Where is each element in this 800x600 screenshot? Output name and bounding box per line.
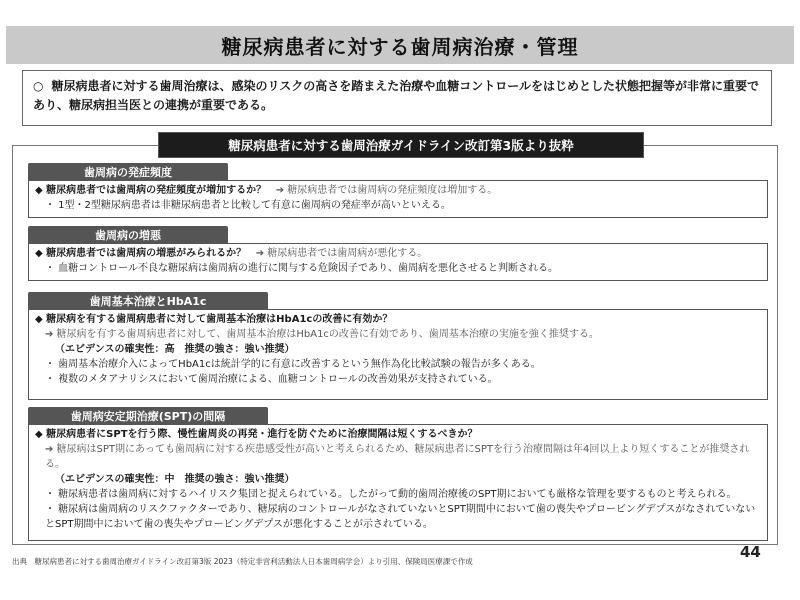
section-3-answer: ➔ 糖尿病を有する歯周病患者に対して、歯周基本治療はHbA1cの改善に有効であり、歯周基本治療の実施を強く推奨する。 xyxy=(45,329,599,340)
section-4-answer: ➔ 糖尿病はSPT期にあっても歯周病に対する疾患感受性が高いと考えられるため、糖尿病患者にSPTを行う治療間隔は年4回以上より短くすることが推奨される。 xyxy=(45,444,750,470)
section-1-answer: ➔ 糖尿病患者では歯周病の発症頻度は増加する。 xyxy=(275,185,498,196)
summary-bullet: ○ xyxy=(33,79,44,93)
section-2-bullet-1: ・ 血糖コントロール不良な糖尿病は歯周病の進行に関与する危険因子であり、歯周病を悪化させると判断される。 xyxy=(45,263,558,274)
section-3-bullet-1: ・ 歯周基本治療介入によってHbA1cは統計学的に有意に改善するという無作為化比較試験の報告が多くある。 xyxy=(45,359,541,370)
slide-title: 糖尿病患者に対する歯周病治療・管理 xyxy=(221,34,579,59)
section-3-box xyxy=(28,309,768,400)
section-1-question: ◆ 糖尿病患者では歯周病の発症頻度が増加するか？ xyxy=(35,185,267,196)
section-2-question: ◆ 糖尿病患者では歯周病の増悪がみられるか？ xyxy=(35,248,247,259)
page-number: 44 xyxy=(740,543,761,561)
section-1-box xyxy=(28,180,768,218)
section-1-heading: 歯周病の発症頻度 xyxy=(28,163,228,181)
guideline-header: 糖尿病患者に対する歯周治療ガイドライン改訂第3版より抜粋 xyxy=(158,132,644,158)
section-4-bullet-2: ・ 糖尿病は歯周病のリスクファクターであり、糖尿病のコントロールがなされていないとSPT期間中において歯の喪失やプロービングデプスがなされていないとSPT期間中において歯の喪失やプロービングデプスが悪化することが示されている。 xyxy=(45,504,756,530)
summary-box xyxy=(22,70,772,126)
section-3-evidence: （エビデンスの確実性：高 推奨の強さ：強い推奨） xyxy=(55,344,295,355)
summary-text: 糖尿病患者に対する歯周治療は、感染のリスクの高さを踏まえた治療や血糖コントロールをはじめとした状態把握等が非常に重要であり、糖尿病担当医との連携が重要である。 xyxy=(33,79,760,112)
section-2-answer: ➔ 糖尿病患者では歯周病が悪化する。 xyxy=(255,248,428,259)
section-3-bullet-2: ・ 複数のメタアナリシスにおいて歯周治療による、血糖コントロールの改善効果が支持されている。 xyxy=(45,374,498,385)
section-1-bullet-1: ・ 1型・2型糖尿病患者は非糖尿病患者と比較して有意に歯周病の発症率が高いといえる。 xyxy=(45,200,451,211)
section-4-box xyxy=(28,424,768,541)
title-bar xyxy=(6,26,794,64)
section-2-box xyxy=(28,243,768,281)
section-4-heading: 歯周病安定期治療(SPT)の間隔 xyxy=(28,407,268,425)
section-3-heading: 歯周基本治療とHbA1c xyxy=(28,292,268,310)
section-4-question: ◆ 糖尿病患者にSPTを行う際、慢性歯周炎の再発・進行を防ぐために治療間隔は短くするべきか？ xyxy=(35,429,478,440)
source-footnote: 出典 糖尿病患者に対する歯周治療ガイドライン改訂第3版 2023（特定非営利活動法人日本歯周病学会）より引用、保険局医療課で作成 xyxy=(12,557,473,566)
section-3-question: ◆ 糖尿病を有する歯周病患者に対して歯周基本治療はHbA1cの改善に有効か？ xyxy=(35,314,393,325)
section-4-evidence: （エビデンスの確実性：中 推奨の強さ：強い推奨） xyxy=(55,474,295,485)
section-4-bullet-1: ・ 糖尿病患者は歯周病に対するハイリスク集団と捉えられている。したがって動的歯周治療後のSPT期においても厳格な管理を要するものと考えられる。 xyxy=(45,489,737,500)
section-2-heading: 歯周病の増悪 xyxy=(28,226,228,244)
